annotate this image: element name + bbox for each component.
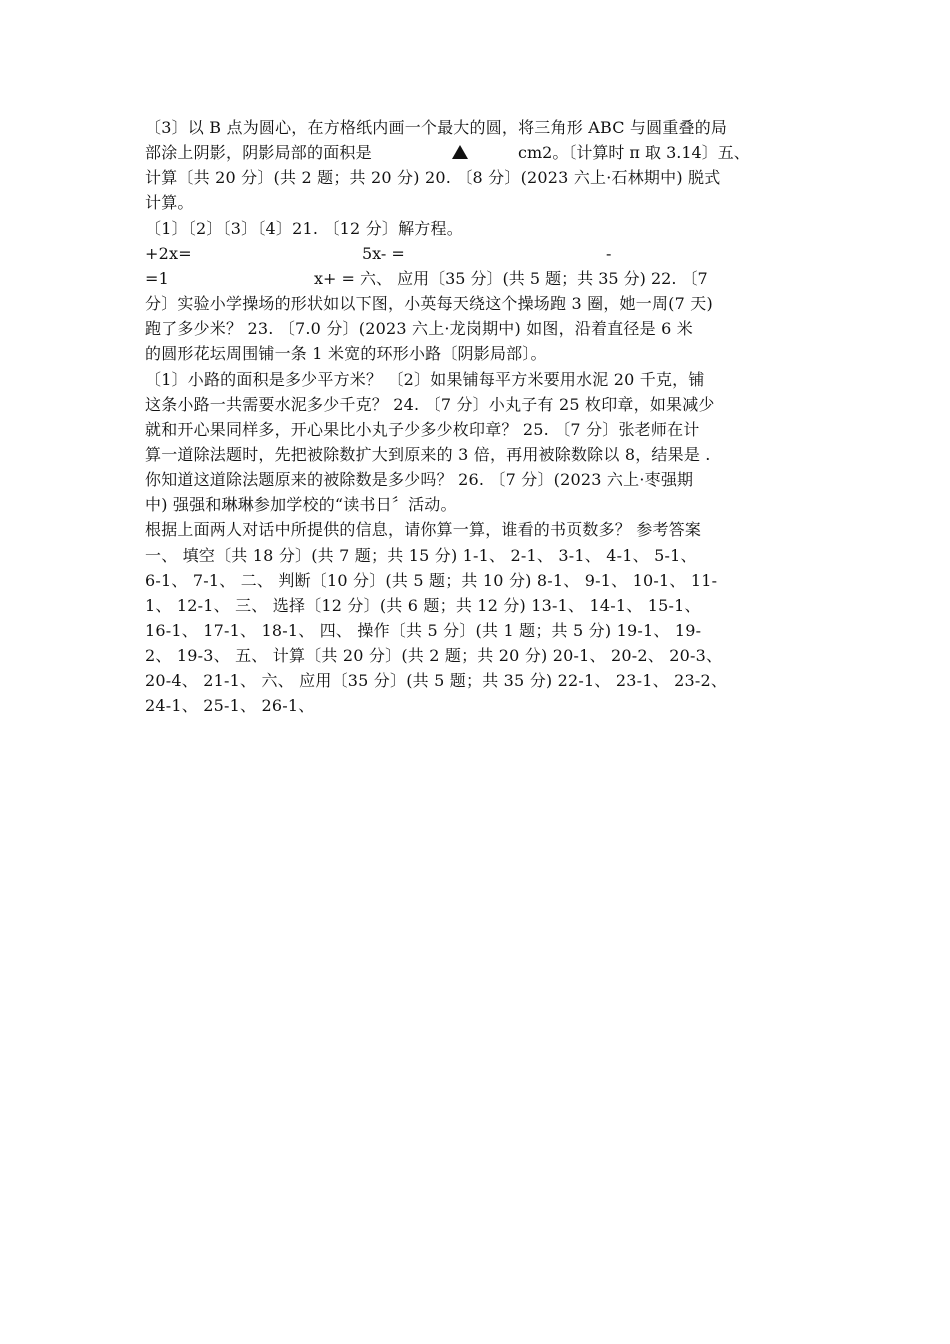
text-line-9: 跑了多少米？ 23. 〔7.0 分〕(2023 六上·龙岗期中) 如图，沿着直径是 6 米 [145, 319, 693, 338]
text-line-22: 2、 19-3、 五、 计算〔共 20 分〕(共 2 题；共 20 分) 20-1、 20-2、 20-3、 [145, 646, 723, 665]
text-line-18: 一、 填空〔共 18 分〕(共 7 题；共 15 分) 1-1、 2-1、 3-1、 4-1、 5-1、 [145, 546, 697, 565]
text-line-2-part-1: 部涂上阴影，阴影局部的面积是 [145, 143, 372, 162]
text-line-6-part-3: - [606, 244, 612, 263]
text-line-3: 计算〔共 20 分〕(共 2 题；共 20 分) 20. 〔8 分〕(2023 六上·石林期中) 脱式 [145, 168, 721, 187]
text-line-16: 中) 强强和琳琳参加学校的“读书日〞活动。 [145, 495, 457, 514]
text-line-1: 〔3〕以 B 点为圆心，在方格纸内画一个最大的圆，将三角形 ABC 与圆重叠的局 [145, 118, 728, 137]
text-line-13: 就和开心果同样多，开心果比小丸子少多少枚印章？ 25. 〔7 分〕张老师在计 [145, 420, 700, 439]
text-line-6-part-2: 5x- = [362, 244, 405, 263]
text-line-8: 分〕实验小学操场的形状如以下图，小英每天绕这个操场跑 3 圈，她一周(7 天) [145, 294, 713, 313]
text-line-17: 根据上面两人对话中所提供的信息，请你算一算，谁看的书页数多？ 参考答案 [145, 520, 702, 539]
text-line-7-part-1: =1 [145, 269, 169, 288]
text-line-7-part-2: x+ = 六、 应用〔35 分〕(共 5 题；共 35 分) 22. 〔7 [314, 269, 708, 288]
text-line-11: 〔1〕小路的面积是多少平方米？ 〔2〕如果铺每平方米要用水泥 20 千克，铺 [145, 370, 705, 389]
text-line-15: 你知道这道除法题原来的被除数是多少吗？ 26. 〔7 分〕(2023 六上·枣强期 [145, 470, 694, 489]
text-line-4: 计算。 [145, 193, 194, 212]
text-line-23: 20-4、 21-1、 六、 应用〔35 分〕(共 5 题；共 35 分) 22-1、 23-1、 23-2、 [145, 671, 728, 690]
text-line-21: 16-1、 17-1、 18-1、 四、 操作〔共 5 分〕(共 1 题；共 5 分) 19-1、 19- [145, 621, 702, 640]
text-line-2-part-2: cm2。〔计算时 π 取 3.14〕五、 [518, 143, 750, 162]
text-line-19: 6-1、 7-1、 二、 判断〔10 分〕(共 5 题；共 10 分) 8-1、 9-1、 10-1、 11- [145, 571, 718, 590]
text-line-10: 的圆形花坛周围铺一条 1 米宽的环形小路〔阴影局部〕。 [145, 344, 547, 363]
text-line-5: 〔1〕〔2〕〔3〕〔4〕21. 〔12 分〕解方程。 [145, 219, 463, 238]
text-line-12: 这条小路一共需要水泥多少千克？ 24. 〔7 分〕小丸子有 25 枚印章，如果减少 [145, 395, 715, 414]
text-line-6-part-1: +2x= [145, 244, 192, 263]
text-line-14: 算一道除法题时，先把被除数扩大到原来的 3 倍，再用被除数除以 8，结果是 . [145, 445, 711, 464]
text-line-24: 24-1、 25-1、 26-1、 [145, 696, 315, 715]
text-line-20: 1、 12-1、 三、 选择〔12 分〕(共 6 题；共 12 分) 13-1、 14-1、 15-1、 [145, 596, 701, 615]
triangle-marker-icon [452, 141, 468, 165]
